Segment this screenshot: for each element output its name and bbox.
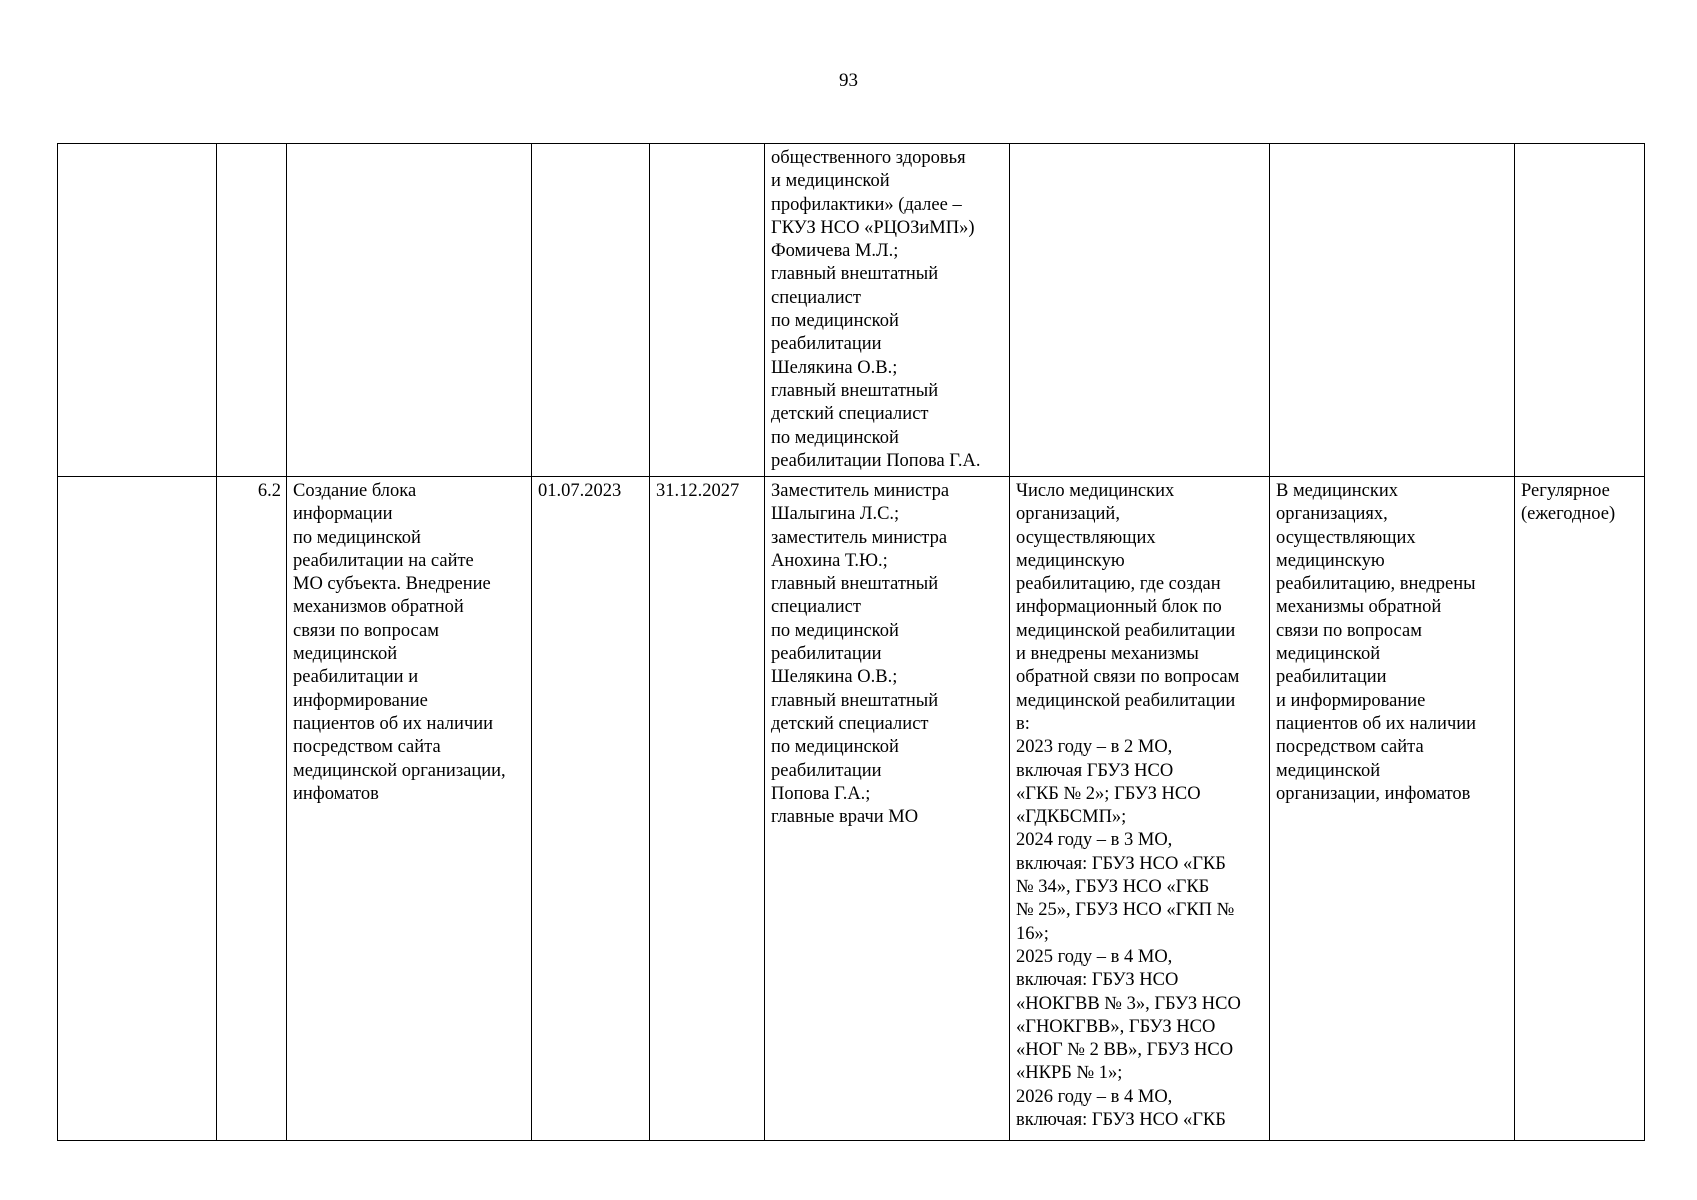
- table-cell-empty: [1010, 144, 1270, 477]
- table-cell-number: [217, 477, 287, 1141]
- table-cell-indicator: [1010, 477, 1270, 1141]
- end-date: 31.12.2027: [656, 481, 740, 501]
- responsible-text: общественного здоровья и медицинской профилактики» (далее – ГКУЗ НСО «РЦОЗиМП») Фомичева М.Л.; главный внештатный специалист по медицинской реабилитации Шелякина О.В.; главный внештатный детский специалист по медицинской реабилитации Попова Г.А.: [771, 148, 981, 471]
- table-cell-end-date: [650, 477, 765, 1141]
- activity-text: Создание блока информации по медицинской реабилитации на сайте МО субъекта. Внедрение механизмов обратной связи по вопросам медицинской реабилитации и информирование пациентов об их наличии посредством сайта медицинской организации, инфоматов: [293, 481, 506, 804]
- periodicity-text: Регулярное (ежегодное): [1521, 481, 1616, 525]
- table-row-6-2: [58, 477, 1645, 1141]
- indicator-text: Число медицинских организаций, осуществляющих медицинскую реабилитацию, где создан информационный блок по медицинской реабилитации и внедрены механизмы обратной связи по вопросам медицинской реабилитации в: 2023 году – в 2 МО, включая ГБУЗ НСО «ГКБ № 2»; ГБУЗ НСО «ГДКБСМП»; 2024 году – в 3 МО, включая: ГБУЗ НСО «ГКБ № 34», ГБУЗ НСО «ГКБ № 25», ГБУЗ НСО «ГКП № 16»; 2025 году – в 4 МО, включая: ГБУЗ НСО «НОКГВВ № 3», ГБУЗ НСО «ГНОКГВВ», ГБУЗ НСО «НОГ № 2 ВВ», ГБУЗ НСО «НКРБ № 1»; 2026 году – в 4 МО, включая: ГБУЗ НСО «ГКБ: [1016, 481, 1241, 1131]
- table-cell-start-date: [532, 477, 650, 1141]
- responsible-text: Заместитель министра Шалыгина Л.С.; заместитель министра Анохина Т.Ю.; главный внештатный специалист по медицинской реабилитации Шелякина О.В.; главный внештатный детский специалист по медицинской реабилитации Попова Г.А.; главные врачи МО: [771, 481, 950, 828]
- item-number: 6.2: [257, 481, 281, 501]
- plan-table: [57, 143, 1645, 1141]
- start-date: 01.07.2023: [538, 481, 622, 501]
- table-cell-empty: [1270, 144, 1515, 477]
- table-cell-periodicity: [1515, 477, 1645, 1141]
- table-row-continuation: [58, 144, 1645, 477]
- table-cell-activity: [287, 477, 532, 1141]
- table-cell-responsible: [765, 477, 1010, 1141]
- table-cell-empty: [58, 144, 217, 477]
- table-cell-responsible: [765, 144, 1010, 477]
- table-cell-empty: [532, 144, 650, 477]
- page-number: 93: [839, 70, 858, 91]
- table-cell-result: [1270, 477, 1515, 1141]
- table-cell-empty: [58, 477, 217, 1141]
- table-cell-empty: [650, 144, 765, 477]
- table-cell-empty: [1515, 144, 1645, 477]
- table-cell-empty: [287, 144, 532, 477]
- table-cell-empty: [217, 144, 287, 477]
- result-text: В медицинских организациях, осуществляющих медицинскую реабилитацию, внедрены механизмы обратной связи по вопросам медицинской реабилитации и информирование пациентов об их наличии посредством сайта медицинской организации, инфоматов: [1276, 481, 1477, 804]
